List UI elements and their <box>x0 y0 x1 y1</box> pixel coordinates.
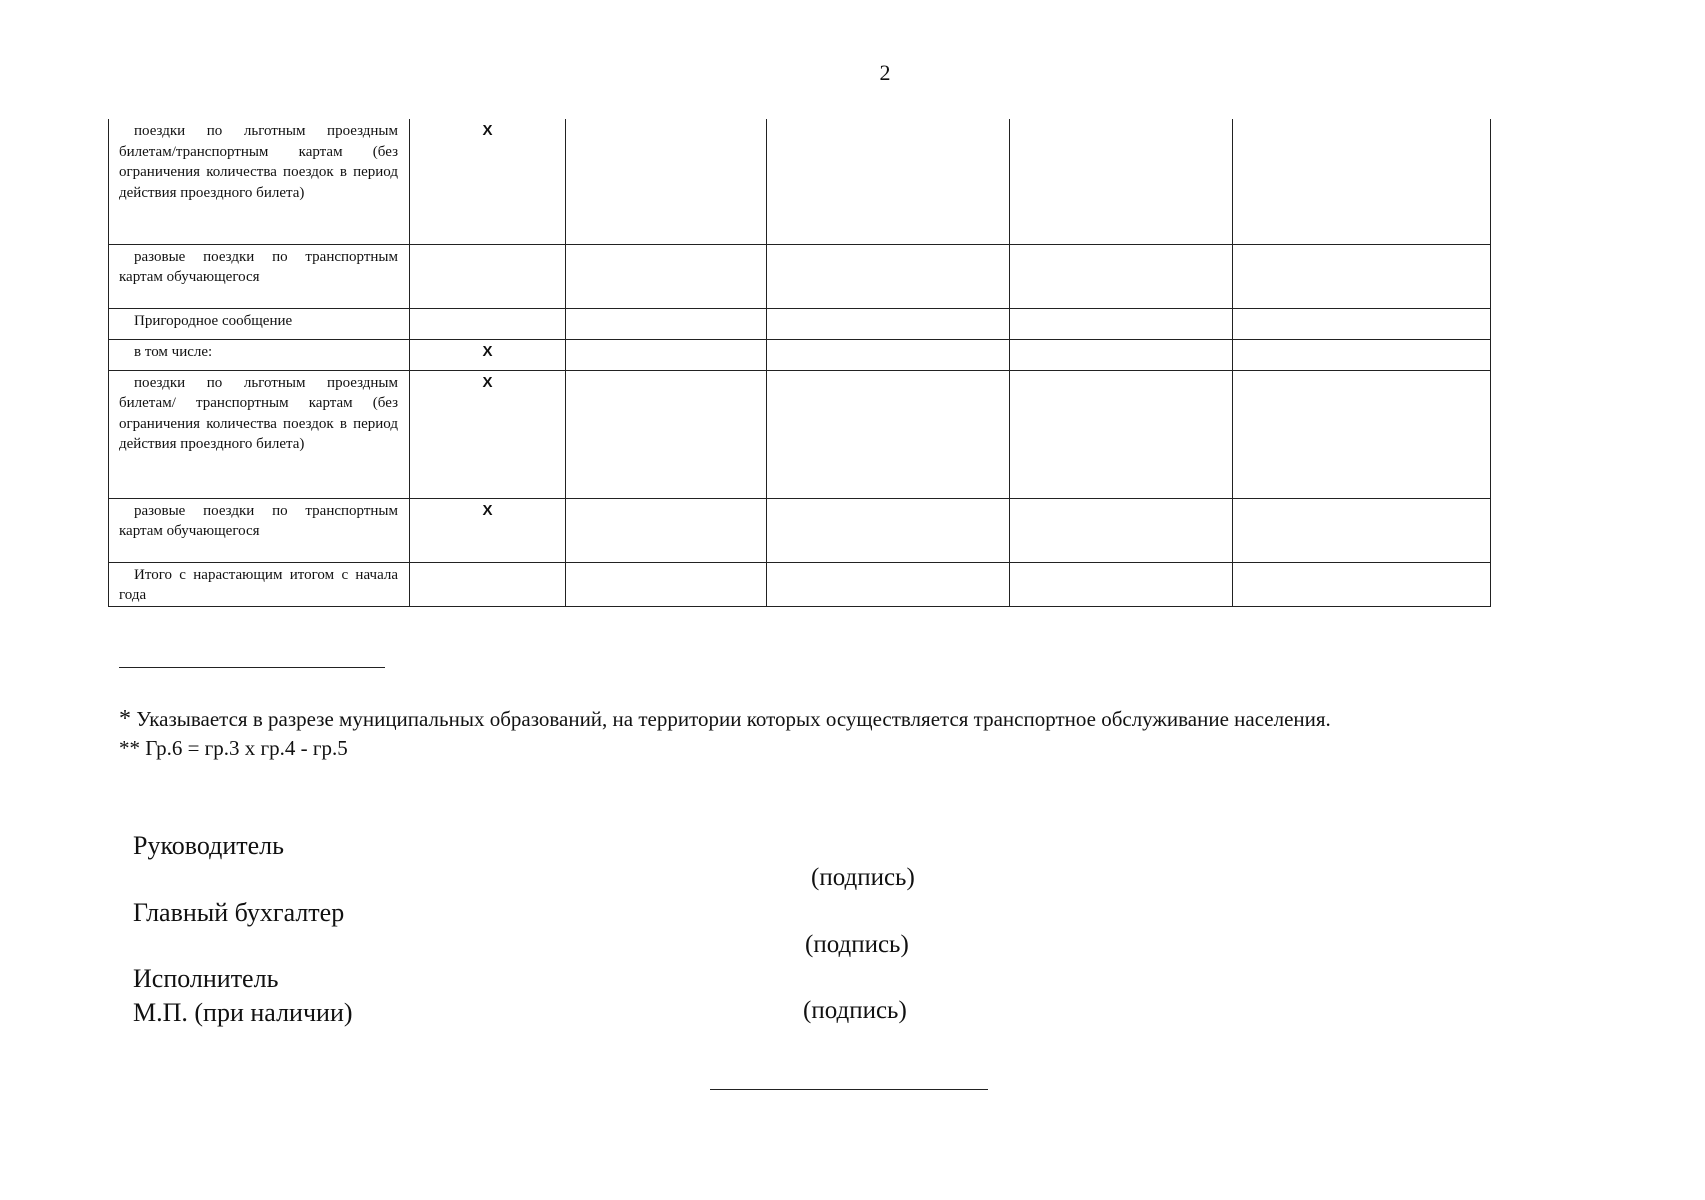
row-label-cell <box>109 119 410 244</box>
empty-cell <box>566 308 767 339</box>
empty-cell <box>1233 498 1491 562</box>
empty-cell <box>767 308 1010 339</box>
row-label-cell <box>109 244 410 308</box>
row-mark-cell <box>410 498 566 562</box>
row-label-cell <box>109 498 410 562</box>
empty-cell <box>566 244 767 308</box>
row-label: Пригородное сообщение <box>134 312 293 329</box>
row-mark: X <box>482 501 493 519</box>
row-mark: X <box>482 373 493 391</box>
empty-cell <box>1010 119 1233 244</box>
page-number: 2 <box>879 60 891 85</box>
row-label: поездки по льготным проездным билетам/транспортным картам (без ограничения количества поездок в период действия проездного билета) <box>119 123 398 201</box>
head-signature-caption: (подпись) <box>811 864 915 891</box>
row-mark-cell <box>410 119 566 244</box>
footnote-1-marker: * <box>119 706 131 732</box>
empty-cell <box>767 562 1010 606</box>
row-mark-cell <box>410 339 566 370</box>
table-row <box>109 562 1491 606</box>
table-row <box>109 244 1491 308</box>
row-label-cell <box>109 339 410 370</box>
empty-cell <box>566 562 767 606</box>
chief-accountant-label: Главный бухгалтер <box>133 898 345 927</box>
empty-cell <box>767 244 1010 308</box>
row-label: разовые поездки по транспортным картам обучающегося <box>119 248 398 285</box>
empty-cell <box>1010 339 1233 370</box>
footnotes <box>119 705 1371 763</box>
head-label: Руководитель <box>133 831 284 860</box>
empty-cell <box>1233 370 1491 498</box>
row-label: поездки по льготным проездным билетам/ транспортным картам (без ограничения количества поездок в период действия проездного билета) <box>119 374 398 452</box>
empty-cell <box>1233 244 1491 308</box>
row-label-cell <box>109 562 410 606</box>
footnote-2: ** Гр.6 = гр.3 х гр.4 - гр.5 <box>119 736 348 760</box>
empty-cell <box>767 339 1010 370</box>
seal-label: М.П. (при наличии) <box>133 998 353 1027</box>
table-row <box>109 308 1491 339</box>
footnote-1-text: Указывается в разрезе муниципальных образований, на территории которых осуществляется транспортное обслуживание населения. <box>131 707 1331 731</box>
empty-cell <box>767 370 1010 498</box>
empty-cell <box>566 119 767 244</box>
row-mark: X <box>482 342 493 360</box>
empty-cell <box>1233 308 1491 339</box>
footnote-1 <box>119 705 1371 734</box>
empty-cell <box>767 119 1010 244</box>
executor-label: Исполнитель <box>133 964 279 993</box>
row-mark-cell <box>410 370 566 498</box>
empty-cell <box>1010 562 1233 606</box>
footnote-separator <box>119 667 385 668</box>
empty-cell <box>1233 339 1491 370</box>
report-table <box>108 119 1491 607</box>
empty-cell <box>1010 244 1233 308</box>
row-mark-cell <box>410 244 566 308</box>
table-row <box>109 370 1491 498</box>
row-label: Итого с нарастающим итогом с начала года <box>119 566 398 603</box>
row-mark-cell <box>410 308 566 339</box>
table-row <box>109 339 1491 370</box>
empty-cell <box>767 498 1010 562</box>
empty-cell <box>1010 370 1233 498</box>
empty-cell <box>566 339 767 370</box>
empty-cell <box>566 370 767 498</box>
empty-cell <box>1233 562 1491 606</box>
row-label-cell <box>109 370 410 498</box>
chief-accountant-signature-caption: (подпись) <box>805 931 909 958</box>
table-row <box>109 498 1491 562</box>
row-label: в том числе: <box>134 343 213 360</box>
row-label-cell <box>109 308 410 339</box>
empty-cell <box>1010 308 1233 339</box>
empty-cell <box>1233 119 1491 244</box>
bottom-separator <box>710 1089 988 1090</box>
executor-signature-caption: (подпись) <box>803 997 907 1024</box>
table-row <box>109 119 1491 244</box>
row-mark-cell <box>410 562 566 606</box>
row-label: разовые поездки по транспортным картам обучающегося <box>119 502 398 539</box>
empty-cell <box>566 498 767 562</box>
empty-cell <box>1010 498 1233 562</box>
row-mark: X <box>482 122 493 139</box>
